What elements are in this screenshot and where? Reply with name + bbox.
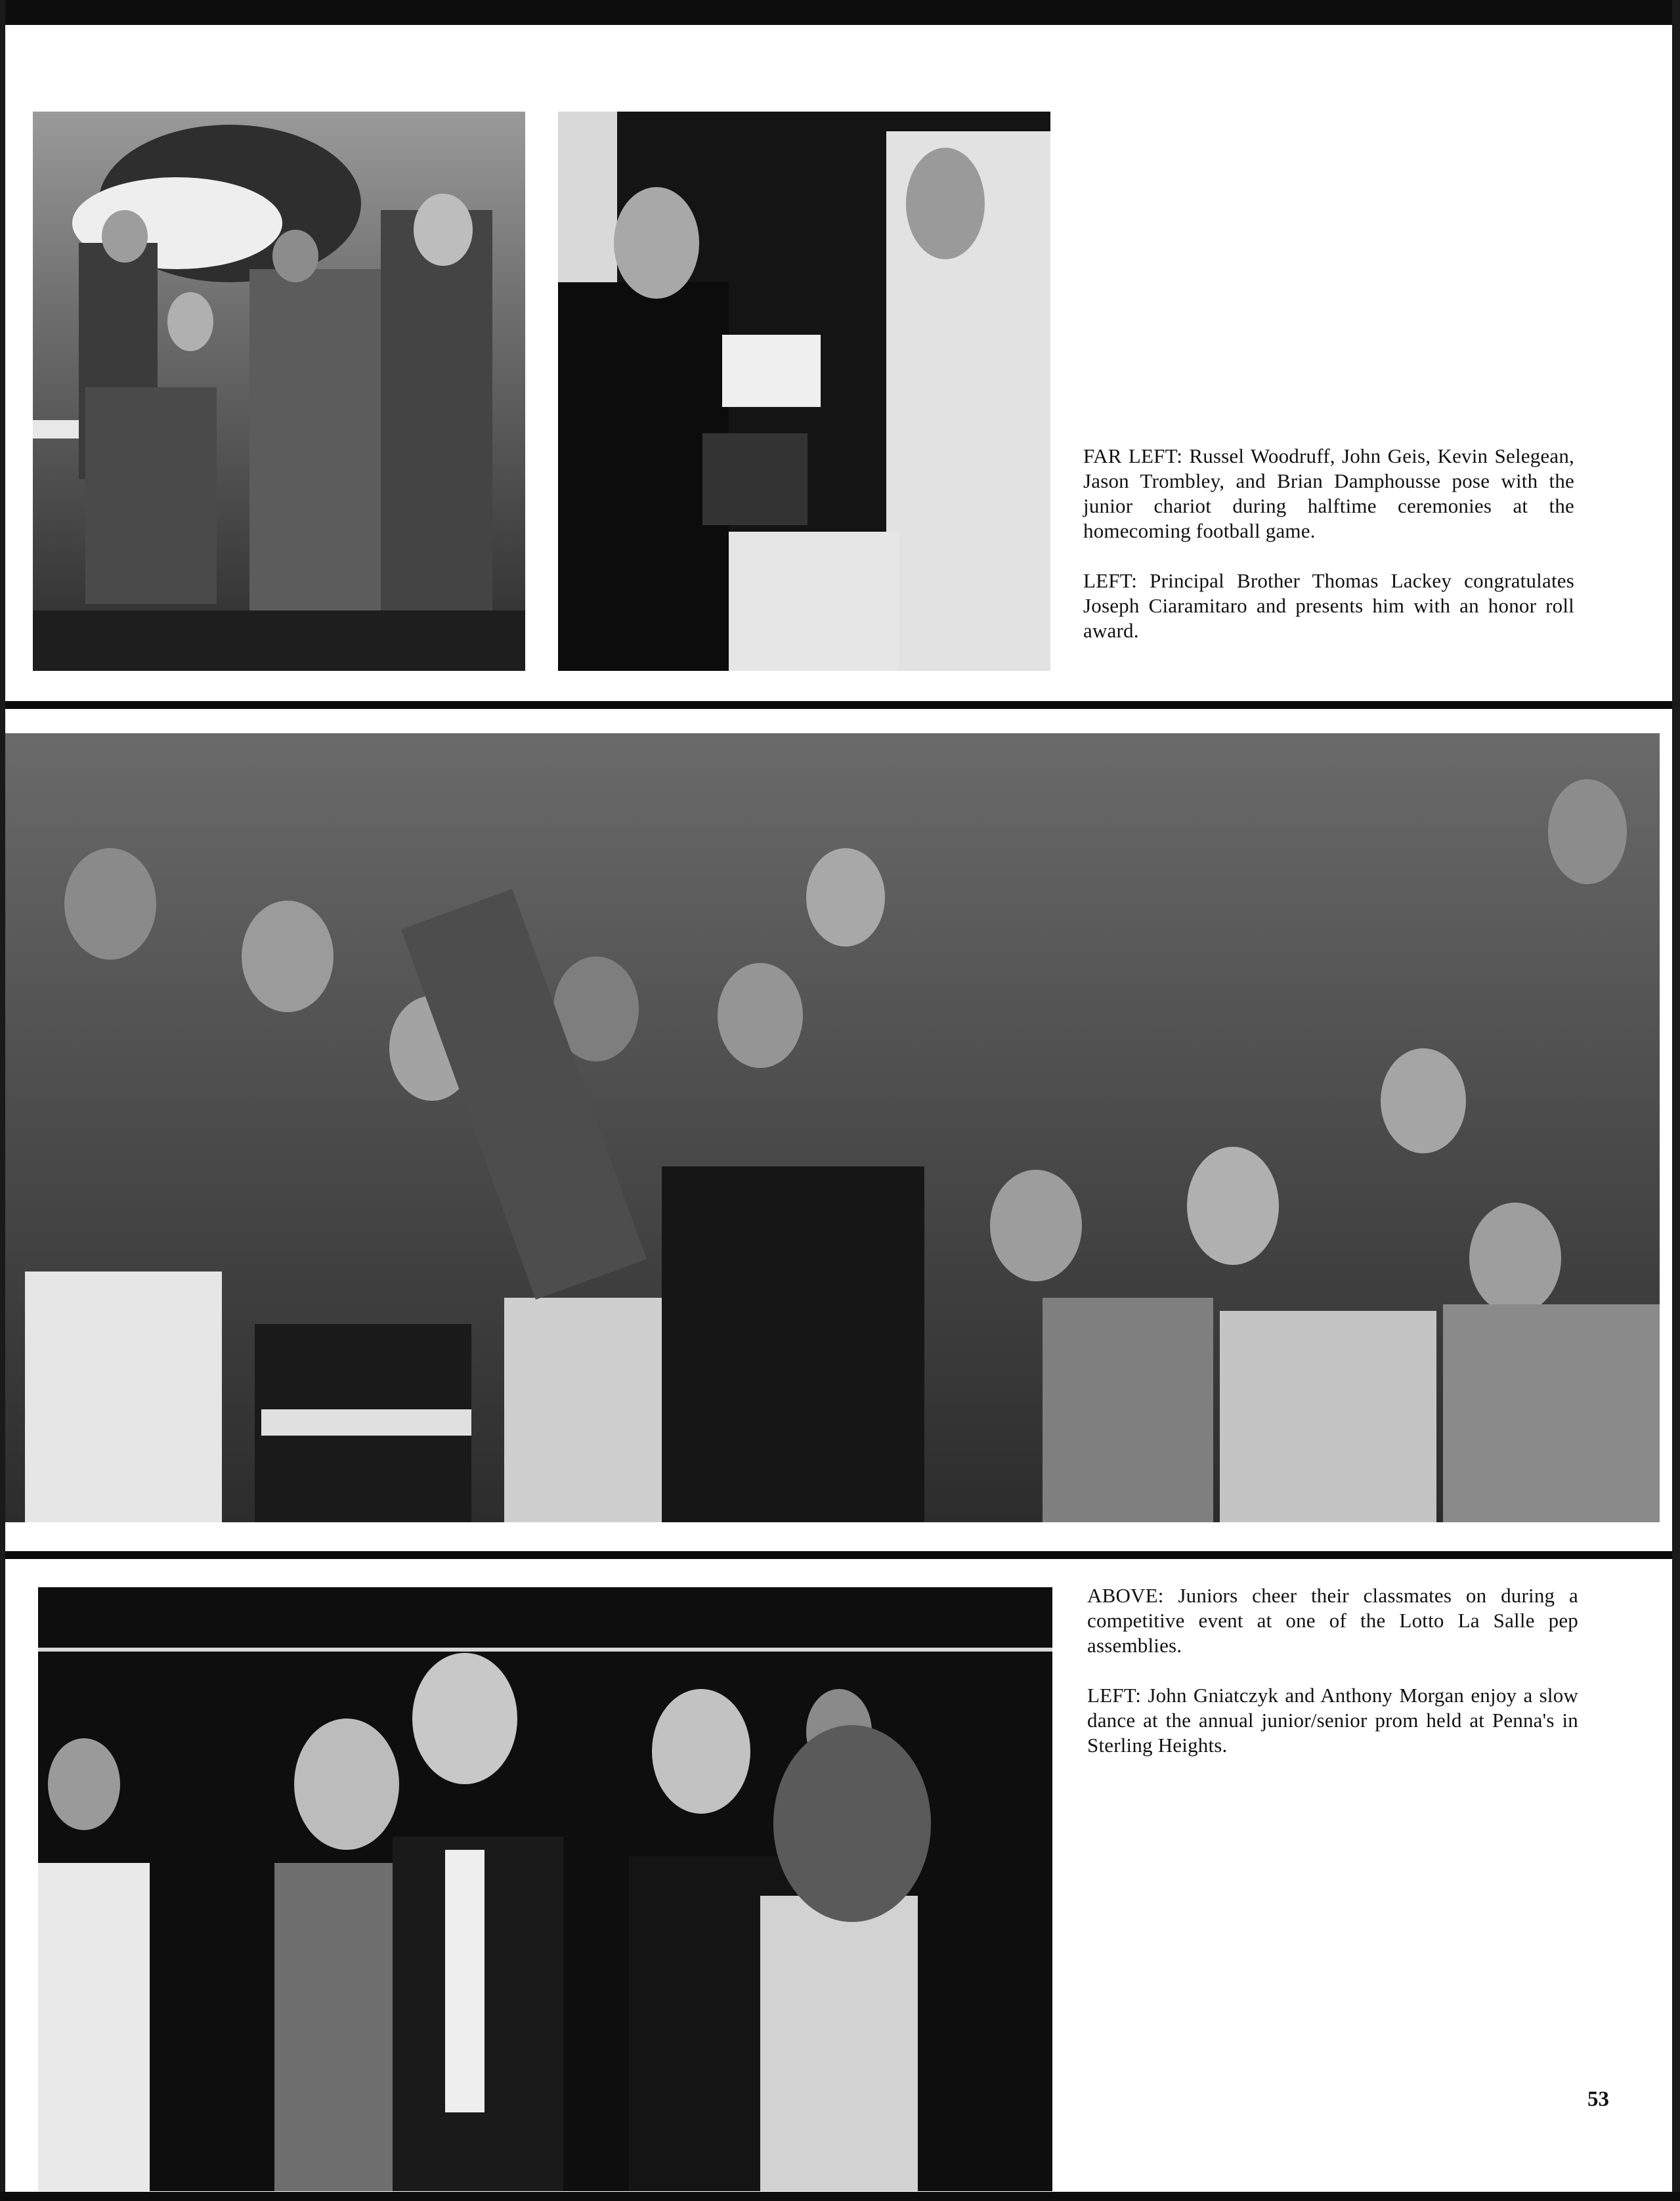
photo-prom-slow-dance-image — [38, 1587, 1052, 2191]
caption-top — [1083, 444, 1574, 643]
page-number: 53 — [1587, 2087, 1609, 2111]
photo-pep-assembly-crowd-image — [5, 733, 1660, 1522]
photo-honor-roll-award — [558, 112, 1050, 671]
divider-rule-bottom — [5, 1551, 1672, 1559]
scan-border-bottom — [0, 2192, 1680, 2201]
divider-rule-top — [5, 701, 1672, 709]
caption-above-pep-assembly: ABOVE: Juniors cheer their classmates on during a competitive event at one of the Lotto La Salle pep assemblies. — [1087, 1584, 1578, 1657]
scan-border-top — [0, 0, 1680, 25]
caption-bottom — [1087, 1583, 1578, 1758]
caption-far-left-chariot: FAR LEFT: Russel Woodruff, John Geis, Kevin Selegean, Jason Trombley, and Brian Damphousse pose with the junior chariot during halftime ceremonies at the homecoming football game. — [1083, 444, 1574, 542]
photo-chariot-group — [33, 112, 525, 671]
photo-pep-assembly-crowd — [5, 733, 1660, 1522]
caption-left-prom: LEFT: John Gniatczyk and Anthony Morgan enjoy a slow dance at the annual junior/senior prom held at Penna's in Sterling Heights. — [1087, 1684, 1578, 1757]
photo-prom-slow-dance — [38, 1587, 1052, 2191]
photo-honor-roll-award-image — [558, 112, 1050, 671]
scan-border-left — [0, 0, 5, 2201]
caption-left-honor-roll: LEFT: Principal Brother Thomas Lackey congratulates Joseph Ciaramitaro and presents him with an honor roll award. — [1083, 569, 1574, 642]
scan-border-right — [1672, 0, 1680, 2201]
photo-chariot-group-image — [33, 112, 525, 671]
